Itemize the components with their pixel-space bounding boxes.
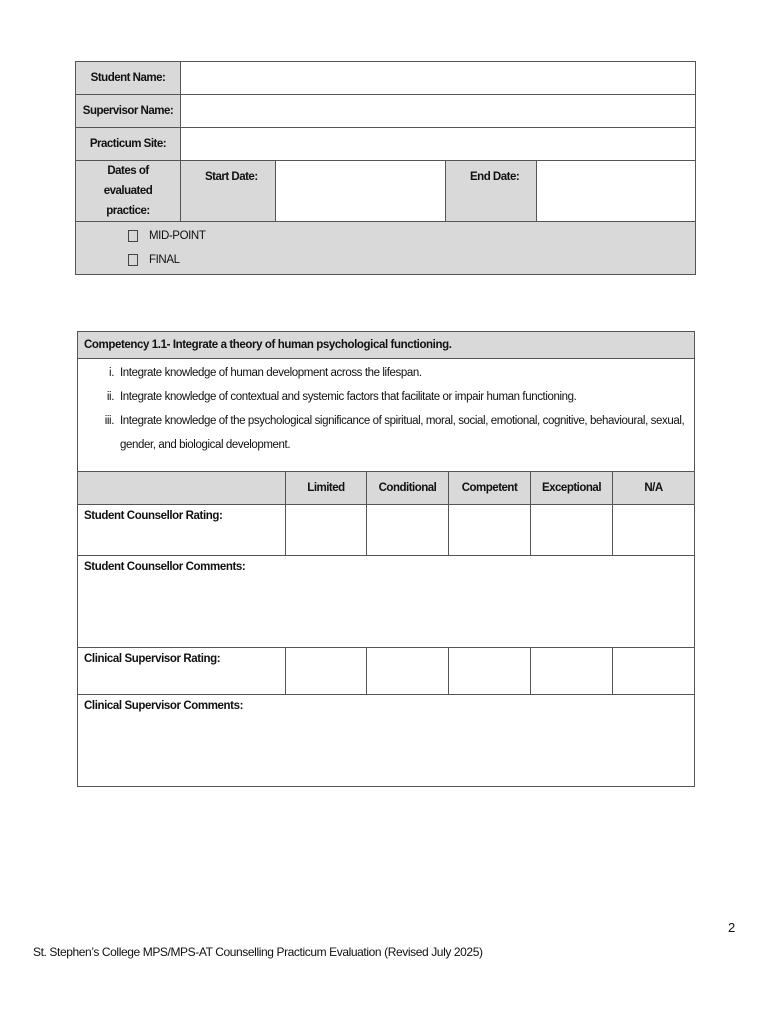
rating-header-blank <box>78 472 286 505</box>
supervisor-name-field[interactable] <box>181 95 696 128</box>
checkbox-icon[interactable] <box>128 254 138 266</box>
checkbox-icon[interactable] <box>128 230 138 242</box>
student-rating-limited[interactable] <box>286 505 367 556</box>
practicum-site-label: Practicum Site: <box>76 128 181 161</box>
competency-title: Competency 1.1- Integrate a theory of human psychological functioning. <box>78 332 695 359</box>
header-conditional: Conditional <box>367 472 449 505</box>
supervisor-rating-exceptional[interactable] <box>531 648 613 695</box>
criterion-text: Integrate knowledge of human development across the lifespan. <box>120 367 422 379</box>
student-rating-label: Student Counsellor Rating: <box>78 505 286 556</box>
student-comments-label: Student Counsellor Comments: <box>84 561 246 573</box>
end-date-label: End Date: <box>446 161 537 222</box>
criterion-text: Integrate knowledge of the psychological significance of spiritual, moral, social, emotional, cognitive, behavioural, sexual, gender, and biological development. <box>120 415 685 451</box>
criterion-item <box>78 385 694 409</box>
practicum-site-field[interactable] <box>181 128 696 161</box>
supervisor-rating-na[interactable] <box>613 648 695 695</box>
header-exceptional: Exceptional <box>531 472 613 505</box>
evaluation-type-cell <box>76 222 696 275</box>
start-date-label: Start Date: <box>181 161 276 222</box>
criterion-item <box>78 409 694 457</box>
dates-label: Dates of evaluated practice: <box>76 161 181 222</box>
midpoint-option[interactable] <box>76 224 695 248</box>
page-number: 2 <box>728 920 736 935</box>
midpoint-label: MID-POINT <box>149 230 206 242</box>
supervisor-name-label: Supervisor Name: <box>76 95 181 128</box>
criterion-number: ii. <box>106 391 114 403</box>
student-info-table <box>75 61 696 275</box>
student-name-label: Student Name: <box>76 62 181 95</box>
criterion-item <box>78 361 694 385</box>
header-competent: Competent <box>449 472 531 505</box>
student-rating-na[interactable] <box>613 505 695 556</box>
competency-table <box>77 331 695 787</box>
student-rating-competent[interactable] <box>449 505 531 556</box>
footer-text: St. Stephen’s College MPS/MPS-AT Counselling Practicum Evaluation (Revised July 2025) <box>33 945 483 959</box>
criterion-text: Integrate knowledge of contextual and systemic factors that facilitate or impair human functioning. <box>120 391 577 403</box>
header-limited: Limited <box>286 472 367 505</box>
header-na: N/A <box>613 472 695 505</box>
supervisor-rating-limited[interactable] <box>286 648 367 695</box>
supervisor-rating-label: Clinical Supervisor Rating: <box>78 648 286 695</box>
start-date-field[interactable] <box>276 161 446 222</box>
supervisor-comments-label: Clinical Supervisor Comments: <box>84 700 244 712</box>
criterion-number: i. <box>109 367 114 379</box>
student-rating-exceptional[interactable] <box>531 505 613 556</box>
criterion-number: iii. <box>104 415 114 427</box>
supervisor-rating-competent[interactable] <box>449 648 531 695</box>
supervisor-rating-conditional[interactable] <box>367 648 449 695</box>
student-name-field[interactable] <box>181 62 696 95</box>
end-date-field[interactable] <box>537 161 696 222</box>
final-label: FINAL <box>149 254 180 266</box>
supervisor-comments-field[interactable] <box>78 695 695 787</box>
criteria-cell <box>78 359 695 472</box>
student-comments-field[interactable] <box>78 556 695 648</box>
student-rating-conditional[interactable] <box>367 505 449 556</box>
final-option[interactable] <box>76 248 695 272</box>
